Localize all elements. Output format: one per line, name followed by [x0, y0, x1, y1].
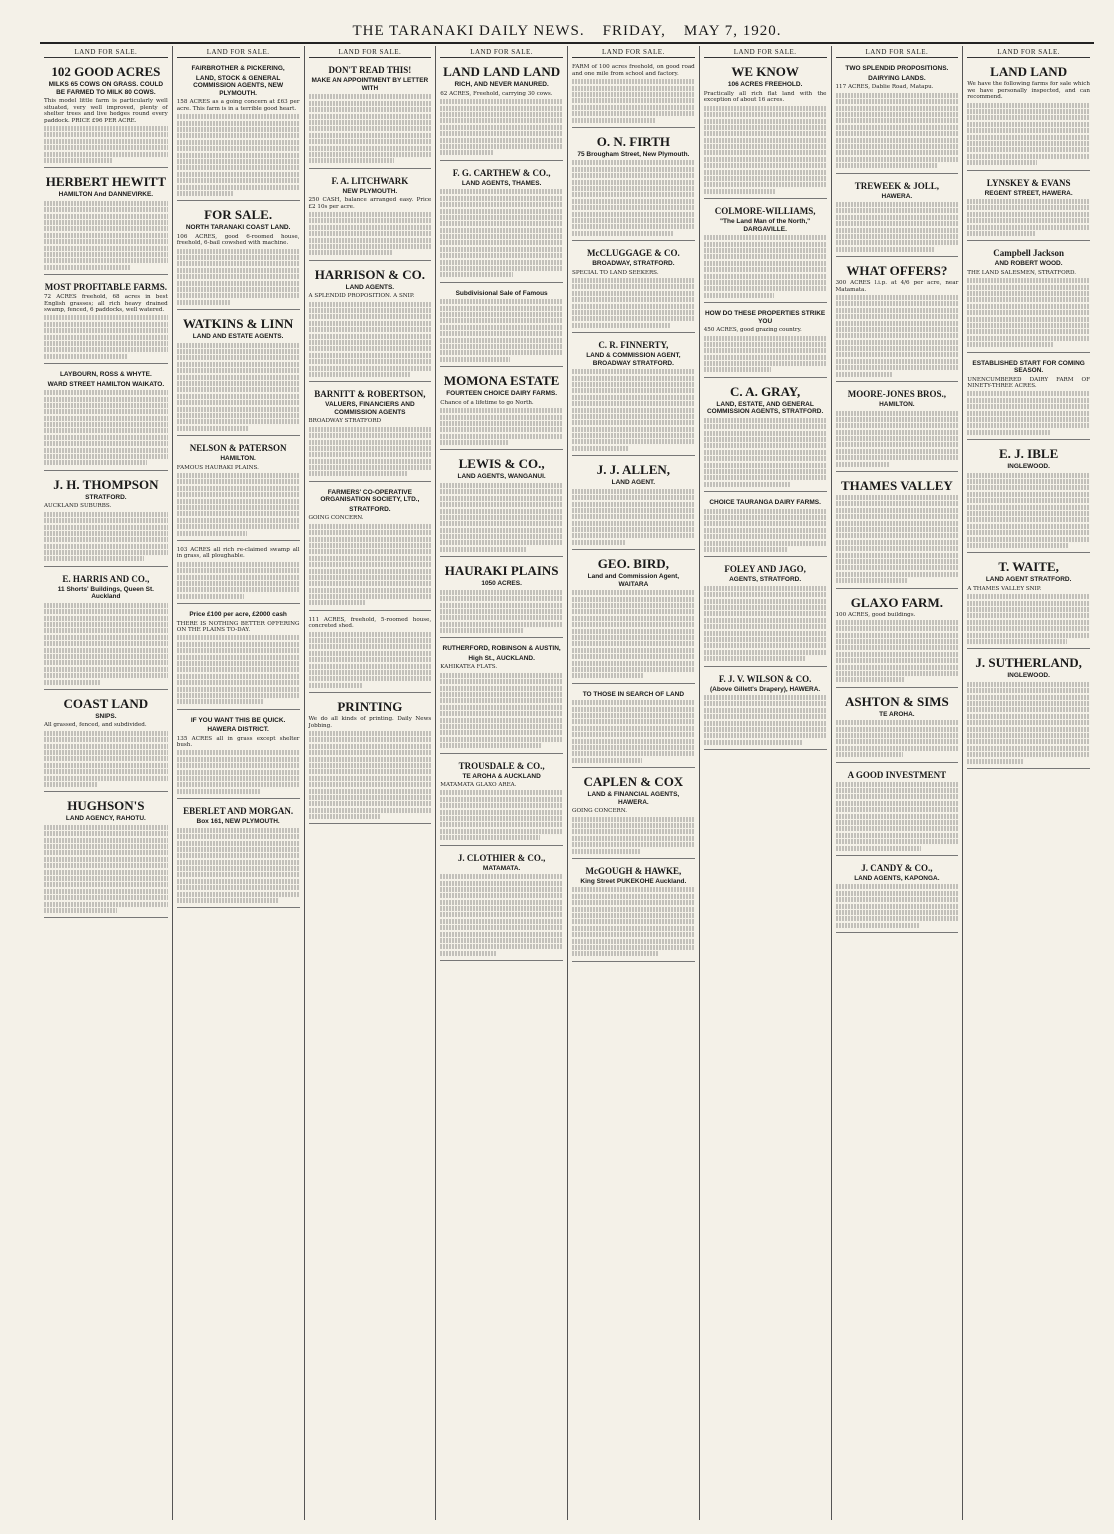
ad-heading: HAURAKI PLAINS [444, 563, 559, 579]
ad-body: GOING CONCERN. [308, 515, 364, 522]
ad-subheading: Box 161, NEW PLYMOUTH. [196, 818, 280, 826]
ad-heading: HOW DO THESE PROPERTIES STRIKE YOU [704, 310, 826, 325]
ad-body: 135 ACRES all in grass except shelter bush. [176, 735, 300, 749]
ad-fine-print [572, 160, 695, 235]
ad-heading: HERBERT HEWITT [45, 174, 167, 190]
ad-heading: LYNSKEY & EVANS [986, 177, 1071, 188]
advertisement [967, 61, 1090, 170]
ad-subheading: NEW PLYMOUTH. [342, 187, 398, 195]
ad-body: MATAMATA GLAXO AREA. [440, 782, 517, 789]
ad-body: 250 CASH, balance arranged easy. Price £2 10s per acre. [308, 197, 432, 210]
ad-heading: MOMONA ESTATE [443, 373, 560, 389]
ad-subheading: Land and Commission Agent, WAITARA [587, 573, 680, 588]
ad-subheading: AGENTS, STRATFORD. [729, 576, 802, 584]
advertisement [704, 306, 827, 378]
ad-fine-print [967, 682, 1090, 764]
ad-fine-print [836, 884, 959, 927]
ad-fine-print [440, 299, 563, 362]
masthead-date: MAY 7, 1920. [683, 22, 782, 39]
masthead-rule [40, 42, 1094, 44]
ad-fine-print [704, 509, 827, 552]
advertisement [309, 172, 432, 261]
ad-heading: J. CLOTHIER & CO., [457, 852, 546, 863]
ad-fine-print [177, 828, 300, 903]
ad-body: FARM of 100 acres freehold, on good road and one mile from school and factory. [572, 64, 695, 77]
ad-heading: E. HARRIS AND CO., [62, 573, 150, 584]
column-6 [699, 46, 831, 1520]
ad-fine-print [44, 603, 168, 685]
ad-heading: F. J. V. WILSON & CO. [718, 673, 812, 684]
ad-heading: WHAT OFFERS? [846, 263, 948, 279]
ad-body: 111 ACRES, freehold, 5-roomed house, concreted shed. [308, 616, 432, 630]
advertisement [704, 670, 827, 751]
ad-subheading: WARD STREET HAMILTON WAIKATO. [47, 380, 165, 388]
ad-subheading: HAWERA DISTRICT. [207, 726, 269, 734]
ad-fine-print [836, 411, 959, 467]
ad-heading: BARNITT & ROBERTSON, [314, 389, 426, 400]
ad-heading: GEO. BIRD, [597, 556, 669, 572]
ad-body: We do all kinds of printing. Daily News Jobbing. [308, 716, 432, 729]
advertisement [309, 485, 432, 611]
ad-heading: LEWIS & CO., [458, 456, 545, 472]
advertisement [572, 459, 695, 550]
ad-subheading: MATAMATA. [482, 864, 521, 872]
ad-subheading: HAMILTON And DANNEVIRKE. [58, 191, 154, 199]
column-7 [831, 46, 963, 1520]
ad-heading: WATKINS & LINN [182, 316, 294, 332]
advertisement [177, 607, 300, 710]
ad-subheading: VALUERS, FINANCIERS AND COMMISSION AGENTS [325, 401, 415, 416]
advertisement [309, 696, 432, 824]
advertisement [440, 757, 563, 846]
masthead [40, 20, 1094, 42]
ad-subheading: STRATFORD. [85, 493, 127, 501]
classified-columns [40, 46, 1094, 1520]
advertisement [704, 61, 827, 199]
advertisement [967, 244, 1090, 352]
ad-fine-print [440, 408, 563, 445]
advertisement [44, 367, 168, 471]
ad-body: GOING CONCERN. [572, 808, 628, 815]
ad-subheading: REGENT STREET, HAWERA. [984, 189, 1073, 197]
column-3 [304, 46, 436, 1520]
ad-subheading: INGLEWOOD. [1007, 672, 1050, 680]
ad-body: 300 ACRES l.i.p. at 4/6 per acre, near Matamata. [835, 280, 959, 293]
ad-heading: DON'T READ THIS! [328, 65, 412, 76]
ad-fine-print [836, 720, 959, 757]
advertisement [440, 560, 563, 638]
ad-fine-print [309, 94, 432, 163]
advertisement [572, 771, 695, 859]
ad-heading: COAST LAND [63, 695, 149, 711]
ad-body: Practically all rich flat land with the exception of about 16 acres. [703, 90, 827, 104]
ad-fine-print [572, 278, 695, 328]
ad-fine-print [572, 369, 695, 451]
ad-body: 62 ACRES, Freehold, carrying 30 cows. [440, 90, 553, 97]
ad-heading: EBERLET AND MORGAN. [183, 806, 294, 817]
advertisement [572, 244, 695, 333]
advertisement [704, 495, 827, 557]
ad-body: All grassed, fenced, and subdivided. [44, 722, 147, 729]
ad-fine-print [704, 418, 827, 487]
ad-subheading: LAND AGENTS, KAPONGA. [854, 874, 940, 882]
ad-fine-print [177, 343, 300, 431]
ad-heading: Campbell Jackson [993, 248, 1064, 259]
column-4 [435, 46, 567, 1520]
ad-fine-print [572, 590, 695, 678]
ad-heading: 102 GOOD ACRES [51, 64, 161, 80]
ad-heading: LAND LAND [990, 64, 1068, 80]
ad-fine-print [836, 782, 959, 851]
ad-heading: MOORE-JONES BROS., [847, 389, 946, 400]
ad-fine-print [836, 495, 959, 583]
advertisement [177, 544, 300, 604]
ad-heading: TWO SPLENDID PROPOSITIONS. [845, 65, 949, 73]
ad-subheading: SNIPS. [95, 712, 117, 720]
ad-heading: TREWEEK & JOLL, [854, 180, 939, 191]
column-heading: LAND FOR SALE. [967, 46, 1090, 58]
advertisement [836, 592, 959, 688]
ad-heading: RUTHERFORD, ROBINSON & AUSTIN, [442, 645, 561, 653]
ad-subheading: LAND & FINANCIAL AGENTS, HAWERA. [587, 791, 680, 806]
ad-fine-print [309, 212, 432, 255]
advertisement [44, 61, 168, 168]
ad-fine-print [704, 336, 827, 373]
advertisement [836, 61, 959, 173]
ad-heading: THAMES VALLEY [840, 478, 953, 494]
advertisement [177, 204, 300, 310]
ad-subheading: MAKE AN APPOINTMENT BY LETTER WITH [311, 77, 429, 92]
ad-subheading: LAND AGENT STRATFORD. [985, 576, 1072, 584]
advertisement [44, 570, 168, 690]
ad-heading: F. A. LITCHWARK [331, 175, 409, 186]
advertisement [836, 260, 959, 382]
ad-heading: F. G. CARTHEW & CO., [452, 167, 551, 178]
advertisement [177, 61, 300, 201]
ad-fine-print [309, 302, 432, 377]
ad-heading: COLMORE-WILLIAMS, [714, 206, 816, 217]
ad-fine-print [704, 586, 827, 661]
column-8 [962, 46, 1094, 1520]
ad-body: 100 ACRES, good buildings. [835, 611, 916, 618]
ad-fine-print [836, 295, 959, 377]
ad-subheading: HAMILTON. [220, 455, 256, 463]
ad-subheading: 11 Shorts' Buildings, Queen St. Auckland [57, 585, 154, 601]
ad-heading: J. J. ALLEN, [596, 462, 671, 478]
advertisement [967, 443, 1090, 553]
advertisement [309, 385, 432, 482]
advertisement [44, 795, 168, 918]
ad-body: THE LAND SALESMEN, STRATFORD. [967, 269, 1077, 276]
ad-fine-print [836, 620, 959, 683]
ad-subheading: TE AROHA. [879, 710, 915, 718]
advertisement [572, 61, 695, 128]
ad-heading: PRINTING [337, 699, 403, 715]
ad-heading: J. SUTHERLAND, [975, 655, 1082, 671]
ad-subheading: High St., AUCKLAND. [468, 654, 535, 662]
advertisement [177, 713, 300, 800]
ad-heading: T. WAITE, [998, 559, 1059, 575]
ad-fine-print [572, 79, 695, 122]
ad-subheading: King Street PUKEKOHE Auckland. [580, 877, 687, 885]
column-heading: LAND FOR SALE. [440, 46, 563, 58]
ad-fine-print [44, 315, 168, 358]
advertisement [704, 202, 827, 303]
ad-fine-print [572, 489, 695, 545]
ad-heading: A GOOD INVESTMENT [847, 769, 947, 780]
ad-subheading: LAND, STOCK & GENERAL COMMISSION AGENTS, NEW PLYMOUTH. [193, 74, 284, 97]
ad-subheading: DAIRYING LANDS. [868, 74, 926, 82]
column-1 [40, 46, 172, 1520]
ad-fine-print [309, 632, 432, 688]
ad-fine-print [177, 750, 300, 793]
ad-body: 106 ACRES, good 6-roomed house, freehold, 6-bail cowshed with machine. [176, 233, 300, 247]
ad-heading: CAPLEN & COX [583, 774, 684, 790]
ad-subheading: LAND AND ESTATE AGENTS. [192, 333, 284, 341]
ad-subheading: LAND AGENT. [611, 479, 656, 487]
ad-subheading: "The Land Man of the North," DARGAVILLE. [719, 218, 811, 233]
ad-subheading: FOURTEEN CHOICE DAIRY FARMS. [446, 390, 558, 398]
column-heading: LAND FOR SALE. [309, 46, 432, 58]
ad-fine-print [836, 93, 959, 168]
ad-heading: WE KNOW [731, 64, 799, 80]
advertisement [309, 264, 432, 383]
ad-heading: ESTABLISHED START FOR COMING SEASON. [972, 359, 1085, 375]
advertisement [967, 652, 1090, 769]
advertisement [572, 553, 695, 683]
ad-subheading: 1050 ACRES. [481, 580, 522, 588]
ad-fine-print [967, 199, 1090, 236]
ad-fine-print [572, 887, 695, 956]
ad-heading: MOST PROFITABLE FARMS. [44, 282, 167, 293]
advertisement [704, 560, 827, 666]
ad-subheading: STRATFORD. [349, 505, 391, 513]
ad-subheading: 75 Brougham Street, New Plymouth. [577, 150, 690, 158]
ad-body: 450 ACRES, good grazing country. [703, 327, 802, 334]
ad-heading: C. R. FINNERTY, [598, 340, 669, 351]
ad-heading: FARMERS' CO-OPERATIVE ORGANISATION SOCIETY, LTD., [320, 488, 420, 504]
ad-heading: LAYBOURN, ROSS & WHYTE. [59, 371, 152, 379]
masthead-day: FRIDAY, [602, 22, 666, 39]
ad-fine-print [177, 473, 300, 536]
ad-fine-print [440, 673, 563, 748]
ad-body: This model little farm is particularly well situated, very well improved, plenty of shelter trees and live hedges round every paddock. PRICE £96 PER ACRE. [44, 98, 168, 124]
ad-fine-print [44, 390, 168, 465]
ad-heading: Price £100 per acre, £2000 cash [189, 611, 287, 619]
ad-fine-print [44, 126, 168, 163]
ad-heading: LAND LAND LAND [443, 64, 561, 80]
ad-heading: J. H. THOMPSON [53, 476, 159, 492]
ad-fine-print [440, 483, 563, 552]
ad-fine-print [572, 817, 695, 854]
ad-fine-print [440, 189, 563, 277]
ad-subheading: LAND, ESTATE, AND GENERAL COMMISSION AGENTS, STRATFORD. [706, 400, 824, 416]
advertisement [836, 766, 959, 856]
ad-subheading: LAND AGENTS. [345, 283, 395, 291]
ad-fine-print [967, 473, 1090, 548]
ad-heading: CHOICE TAURANGA DAIRY FARMS. [709, 499, 821, 507]
ad-subheading: LAND AGENCY, RAHOTU. [65, 815, 146, 823]
ad-fine-print [967, 594, 1090, 644]
ad-heading: ASHTON & SIMS [844, 693, 949, 709]
ad-fine-print [967, 391, 1090, 434]
ad-subheading: RICH, AND NEVER MANURED. [454, 81, 549, 89]
ad-heading: FOR SALE. [204, 207, 273, 223]
advertisement [177, 802, 300, 908]
ad-body: 103 ACRES all rich re-claimed swamp all in grass, all ploughable. [176, 546, 300, 560]
ad-heading: O. N. FIRTH [596, 133, 670, 149]
advertisement [572, 687, 695, 768]
ad-fine-print [704, 106, 827, 194]
ad-body: 72 ACRES freehold, 68 acres in best English grasses; all rich heavy drained swamp, fenced, 6 paddocks, well watered. [44, 294, 168, 313]
advertisement [572, 862, 695, 962]
ad-fine-print [177, 562, 300, 599]
ad-heading: NELSON & PATERSON [189, 443, 287, 454]
ad-heading: McGOUGH & HAWKE, [585, 865, 682, 876]
column-heading: LAND FOR SALE. [572, 46, 695, 58]
advertisement [704, 381, 827, 492]
advertisement [440, 286, 563, 367]
advertisement [836, 475, 959, 588]
ad-subheading: BROADWAY, STRATFORD. [592, 260, 675, 268]
ad-body: 158 ACRES as a going concern at £63 per acre. This farm is in a terrible good heart. [176, 99, 300, 112]
ad-subheading: NORTH TARANAKI COAST LAND. [185, 224, 291, 232]
column-5 [567, 46, 699, 1520]
advertisement [440, 453, 563, 557]
advertisement [309, 61, 432, 168]
ad-subheading: MILKS 65 COWS ON GRASS. COULD BE FARMED TO MILK 80 COWS. [48, 81, 164, 96]
ad-fine-print [177, 114, 300, 196]
advertisement [440, 370, 563, 450]
ad-subheading: 106 ACRES FREEHOLD. [727, 81, 803, 89]
masthead-title: THE TARANAKI DAILY NEWS. [352, 22, 585, 39]
ad-subheading: HAMILTON. [879, 401, 915, 409]
ad-heading: HUGHSON'S [67, 798, 145, 814]
ad-fine-print [44, 512, 168, 562]
ad-heading: TO THOSE IN SEARCH OF LAND [582, 690, 685, 698]
ad-heading: McCLUGGAGE & CO. [587, 248, 680, 259]
ad-fine-print [967, 278, 1090, 347]
ad-heading: J. CANDY & CO., [861, 862, 933, 873]
ad-body: A THAMES VALLEY SNIP. [967, 585, 1042, 592]
ad-fine-print [572, 700, 695, 763]
column-heading: LAND FOR SALE. [177, 46, 300, 58]
advertisement [440, 61, 563, 160]
ad-body: 117 ACRES, Dablie Road, Matapu. [835, 84, 934, 91]
ad-heading: E. J. IBLE [999, 446, 1059, 462]
ad-heading: Subdivisional Sale of Famous [455, 289, 548, 297]
advertisement [836, 177, 959, 258]
ad-heading: IF YOU WANT THIS BE QUICK. [190, 716, 286, 724]
ad-body: KAHIKATEA FLATS. [440, 664, 498, 671]
ad-subheading: LAND AGENTS, THAMES. [461, 179, 542, 187]
advertisement [836, 385, 959, 472]
ad-heading: TROUSDALE & CO., [458, 760, 545, 771]
advertisement [967, 356, 1090, 441]
ad-fine-print [309, 524, 432, 606]
column-heading: LAND FOR SALE. [704, 46, 827, 58]
ad-subheading: TE AROHA & AUCKLAND [462, 772, 541, 780]
column-2 [172, 46, 304, 1520]
ad-heading: HARRISON & CO. [314, 266, 425, 282]
ad-heading: C. A. GRAY, [730, 383, 801, 399]
advertisement [967, 174, 1090, 242]
ad-fine-print [177, 635, 300, 704]
advertisement [44, 693, 168, 792]
column-heading: LAND FOR SALE. [836, 46, 959, 58]
advertisement [836, 691, 959, 763]
advertisement [836, 859, 959, 933]
ad-fine-print [967, 103, 1090, 166]
ad-body: AUCKLAND SUBURBS. [44, 503, 112, 510]
ad-heading: GLAXO FARM. [850, 594, 943, 610]
ad-fine-print [44, 201, 168, 270]
ad-fine-print [440, 99, 563, 155]
ad-fine-print [309, 731, 432, 819]
advertisement [440, 641, 563, 753]
advertisement [967, 556, 1090, 649]
ad-fine-print [44, 731, 168, 787]
ad-subheading: HAWERA. [881, 192, 913, 200]
ad-subheading: LAND & COMMISSION AGENT, BROADWAY STRATFORD. [586, 352, 681, 367]
ad-fine-print [704, 695, 827, 745]
ad-body: A SPLENDID PROPOSITION. A SNIP. [308, 293, 415, 300]
ad-fine-print [440, 590, 563, 633]
ad-body: We have the following farms for sale which we have personally inspected, and can recommend. [967, 81, 1090, 101]
ad-fine-print [309, 427, 432, 477]
ad-subheading: (Above Gillett's Drapery), HAWERA. [709, 685, 821, 693]
advertisement [177, 439, 300, 541]
ad-body: Chance of a lifetime to go North. [440, 399, 534, 406]
column-heading: LAND FOR SALE. [44, 46, 168, 58]
ad-fine-print [177, 249, 300, 305]
ad-body: FAMOUS HAURAKI PLAINS. [176, 464, 259, 471]
advertisement [44, 278, 168, 364]
ad-heading: FAIRBROTHER & PICKERING, [191, 65, 285, 73]
advertisement [44, 474, 168, 567]
advertisement [572, 131, 695, 241]
ad-body: BROADWAY STRATFORD [308, 418, 382, 425]
ad-subheading: AND ROBERT WOOD. [994, 260, 1063, 268]
ad-subheading: LAND AGENTS, WANGANUI. [457, 473, 546, 481]
ad-body: UNENCUMBERED DAIRY FARM OF NINETY-THREE ACRES. [967, 376, 1090, 389]
ad-body: THERE IS NOTHING BETTER OFFERING ON THE PLAINS TO-DAY. [176, 620, 300, 633]
ad-fine-print [440, 790, 563, 840]
ad-fine-print [836, 202, 959, 252]
ad-subheading: INGLEWOOD. [1007, 463, 1050, 471]
ad-fine-print [440, 874, 563, 956]
ad-fine-print [44, 825, 168, 913]
ad-heading: FOLEY AND JAGO, [724, 564, 806, 575]
advertisement [309, 614, 432, 693]
advertisement [440, 164, 563, 283]
advertisement [177, 313, 300, 436]
ad-fine-print [704, 235, 827, 298]
advertisement [572, 336, 695, 456]
ad-body: SPECIAL TO LAND SEEKERS. [572, 269, 659, 276]
advertisement [44, 171, 168, 275]
advertisement [440, 849, 563, 962]
